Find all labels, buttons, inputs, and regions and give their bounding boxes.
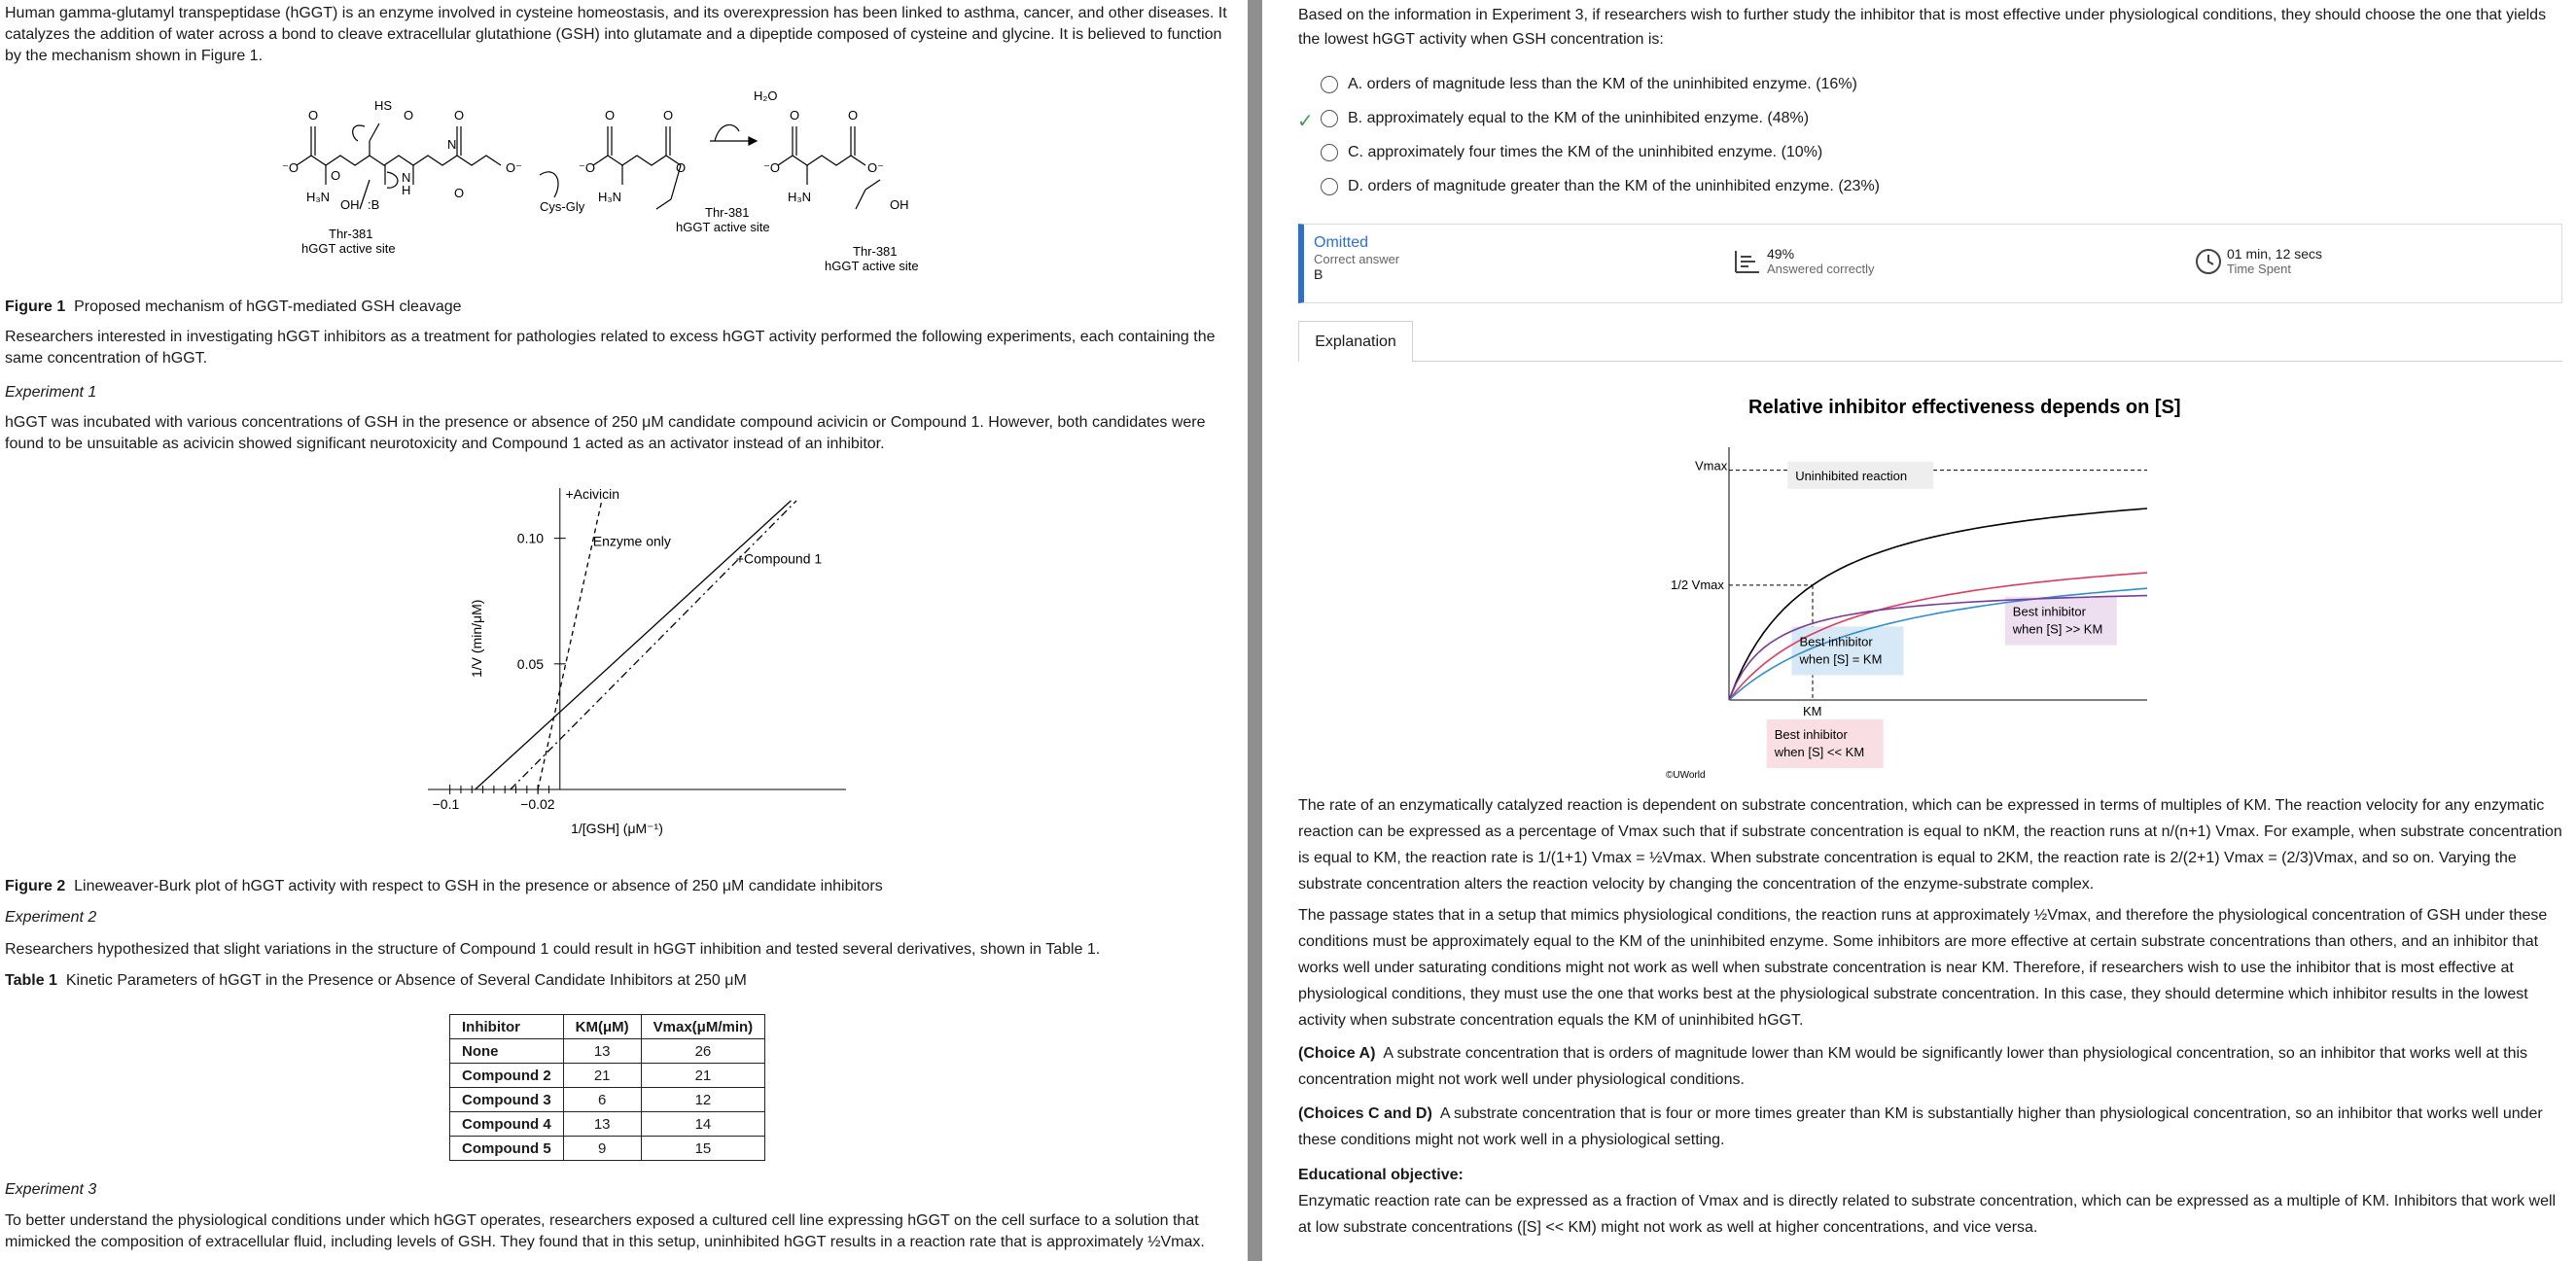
correct-check-icon: ✓: [1297, 111, 1314, 132]
choice-a[interactable]: [1321, 73, 1857, 96]
radio-b[interactable]: [1321, 110, 1338, 127]
table-row: [450, 1137, 765, 1161]
table-1-caption-text: Kinetic Parameters of hGGT in the Presence or Absence of Several Candidate Inhibitors at 250 μM: [65, 972, 747, 989]
choice-b-letter: B.: [1348, 110, 1363, 126]
svg-text:O: O: [308, 108, 319, 123]
mm-credit: ©UWorld: [1666, 770, 1706, 781]
figure-2-caption-text: Lineweaver-Burk plot of hGGT activity with respect to GSH in the presence or absence of 250 μM candidate inhibitors: [74, 878, 883, 894]
svg-text:O: O: [404, 108, 414, 123]
fig1-site-label-2: hGGT active site: [676, 220, 770, 234]
choice-b-pct: (48%): [1767, 110, 1810, 126]
table-cell: 12: [641, 1088, 765, 1112]
figure-1-caption: [5, 297, 1232, 318]
table-row: [450, 1088, 765, 1112]
figure-2-caption: [5, 876, 1232, 897]
tab-underline: [1413, 361, 2562, 362]
table-header-km: KM(μM): [563, 1015, 641, 1039]
choice-d[interactable]: [1321, 175, 1880, 198]
explanation-paragraph-2: The passage states that in a setup that mimics physiological conditions, the reaction runs at approximately ½Vmax, and therefore the physiological concentration of GSH under these conditions must be approximately equal to the KM of the uninhibited enzyme. Some inhibitors are more effective at certain substrate concentrations than others, and an inhibitor that works well under saturating conditions might not work as well when substrate concentration is near KM. Therefore, if researchers wish to use the inhibitor that is most effective at physiological conditions, they must use the one that works best at the physiological substrate concentration. In this case, they should determine which inhibitor results in the lowest activity when substrate concentration equals the KM of uninhibited hGGT.: [1298, 907, 2548, 1029]
table-cell: 13: [563, 1039, 641, 1064]
choice-d-pct: (23%): [1838, 178, 1880, 194]
svg-text:O⁻: O⁻: [867, 160, 884, 175]
inhibitor-effectiveness-chart: [1632, 389, 2196, 788]
clock-icon: [2194, 247, 2223, 276]
svg-text:O: O: [676, 160, 687, 175]
choice-d-letter: D.: [1348, 178, 1363, 194]
experiment-3-title: Experiment 3: [5, 1181, 97, 1198]
svg-text:⁻O: ⁻O: [579, 160, 595, 175]
radio-d[interactable]: [1321, 178, 1338, 195]
choice-c-letter: C.: [1348, 144, 1363, 160]
choice-a-explanation: A substrate concentration that is orders of magnitude lower than KM would be significantly lower than physiological concentration, so an inhibitor that works well at this concentration might not work well under physiological conditions.: [1298, 1045, 2528, 1088]
question-panel[interactable]: [1262, 0, 2576, 1261]
choice-c-pct: (10%): [1781, 144, 1823, 160]
svg-text:N: N: [402, 170, 411, 185]
table-cell: 21: [641, 1064, 765, 1088]
svg-text:H: H: [402, 183, 411, 197]
kinetic-parameters-table: [449, 1014, 765, 1161]
figure-2-label: Figure 2: [5, 878, 66, 894]
fig1-nh3-label-1: H₃N: [306, 190, 331, 204]
fig1-site-label-1: hGGT active site: [301, 241, 396, 256]
question-stem: Based on the information in Experiment 3, if researchers wish to further study the inhibitor that is most effective under physiological conditions, they should choose the one that yields the lowest hGGT activity when GSH concentration is:: [1298, 7, 2547, 48]
fig1-cysgly-label: Cys-Gly: [540, 199, 585, 214]
correct-answer-value: B: [1314, 266, 1323, 282]
radio-a[interactable]: [1321, 76, 1338, 93]
mm-callout-less-km-text-1: Best inhibitor: [1774, 727, 1848, 742]
table-cell: Compound 2: [450, 1064, 564, 1088]
experiment-2-text: Researchers hypothesized that slight variations in the structure of Compound 1 could result in hGGT inhibition and tested several derivatives, shown in Table 1.: [5, 941, 1101, 958]
mm-callout-less-km-text-2: when [S] << KM: [1774, 745, 1865, 759]
choice-a-lead: (Choice A): [1298, 1045, 1376, 1062]
table-1-label: Table 1: [5, 972, 57, 989]
table-1-caption: [5, 970, 1232, 992]
fig1-nh3-label-3: H₃N: [788, 190, 812, 204]
svg-text:O: O: [663, 108, 674, 123]
svg-text:O: O: [454, 186, 465, 200]
svg-text:N: N: [447, 137, 457, 152]
experiment-1-title: Experiment 1: [5, 384, 97, 401]
svg-text:O⁻: O⁻: [506, 160, 522, 175]
panel-divider-scrollbar[interactable]: [1248, 0, 1262, 1261]
figure-2-lineweaver-burk-plot: [389, 469, 856, 858]
fig1-hs-label: HS: [374, 98, 393, 113]
fig1-water-label: H₂O: [754, 88, 778, 103]
fig1-oh-label-2: OH: [890, 197, 909, 212]
mm-callout-greater-km-text-2: when [S] >> KM: [2012, 621, 2103, 637]
table-header-row: [450, 1015, 765, 1039]
choices-cd-lead: (Choices C and D): [1298, 1105, 1432, 1122]
table-cell: Compound 4: [450, 1112, 564, 1137]
figure-1-label: Figure 1: [5, 298, 66, 315]
bar-chart-icon: [1732, 247, 1761, 276]
table-cell: 21: [563, 1064, 641, 1088]
figure-1-mechanism: [272, 83, 972, 287]
lb-label-acivicin: +Acivicin: [565, 485, 620, 502]
time-spent-value: 01 min, 12 secs: [2227, 246, 2323, 262]
table-cell: 14: [641, 1112, 765, 1137]
choice-c[interactable]: [1321, 141, 1822, 164]
choice-b[interactable]: [1321, 107, 1809, 130]
mm-callout-equal-km-text-2: when [S] = KM: [1799, 651, 1883, 667]
tab-explanation[interactable]: Explanation: [1298, 321, 1413, 362]
mm-callout-equal-km-text-1: Best inhibitor: [1799, 634, 1873, 649]
educational-objective-title: Educational objective:: [1298, 1167, 1464, 1183]
explanation-paragraph-1: The rate of an enzymatically catalyzed reaction is dependent on substrate concentration, which can be expressed in terms of multiples of KM. The reaction velocity for any enzymatic reaction can be expressed as a percentage of Vmax such that if substrate concentration is equal to nKM, the reaction runs at n/(n+1) Vmax. For example, when substrate concentration is equal to KM, the reaction rate is 1/(1+1) Vmax = ½Vmax. When substrate concentration is equal to 2KM, the reaction rate is 2/(2+1) Vmax = (2/3)Vmax, and so on. Varying the substrate concentration alters the reaction velocity by changing the concentration of the enzyme-substrate complex.: [1298, 797, 2562, 893]
pct-correct-label: Answered correctly: [1767, 262, 1875, 276]
fig1-thr-label-1: Thr-381: [329, 227, 373, 241]
svg-text:O: O: [454, 108, 465, 123]
table-row: [450, 1039, 765, 1064]
radio-c[interactable]: [1321, 144, 1338, 161]
explanation-choice-a: [1298, 1040, 2567, 1093]
fig1-thr-label-3: Thr-381: [853, 244, 898, 259]
status-omitted: Omitted: [1314, 234, 1369, 251]
choice-a-letter: A.: [1348, 76, 1363, 92]
time-spent-label: Time Spent: [2227, 262, 2291, 276]
mm-half-vmax-label: 1/2 Vmax: [1671, 577, 1724, 592]
passage-intro: Human gamma-glutamyl transpeptidase (hGGT) is an enzyme involved in cysteine homeostasis, and its overexpression has been linked to asthma, cancer, and other diseases. It catalyzes the addition of water across a bond to cleave extracellular glutathione (GSH) into glutamate and a dipeptide composed of cysteine and glycine. It is believed to function by the mechanism shown in Figure 1.: [5, 5, 1227, 64]
table-row: [450, 1112, 765, 1137]
experiment-1-text: hGGT was incubated with various concentrations of GSH in the presence or absence of 250 μM candidate compound acivicin or Compound 1. However, both candidates were found to be unsuitable as acivicin showed significant neurotoxicity and Compound 1 acted as an activator instead of an inhibitor.: [5, 414, 1206, 452]
lb-y-tick-label: 0.05: [516, 655, 545, 672]
lb-y-tick-label: 0.10: [516, 530, 545, 546]
pct-correct-value: 49%: [1767, 246, 1795, 262]
table-cell: 13: [563, 1112, 641, 1137]
figure-1-caption-text: Proposed mechanism of hGGT-mediated GSH cleavage: [74, 298, 462, 315]
correct-answer-label: Correct answer: [1314, 252, 1400, 266]
table-row: [450, 1064, 765, 1088]
educational-objective-text: Enzymatic reaction rate can be expressed as a fraction of Vmax and is directly related to substrate concentration, which can be expressed as a multiple of KM. Inhibitors that work well at low substrate concentrations ([S] << KM) might not work as well at higher concentrations, and vice versa.: [1298, 1193, 2557, 1236]
passage-panel[interactable]: [0, 0, 1248, 1261]
svg-text:O: O: [848, 108, 859, 123]
mm-km-label: KM: [1803, 704, 1822, 718]
svg-text:O: O: [605, 108, 616, 123]
experiment-2-title: Experiment 2: [5, 909, 97, 926]
svg-text:⁻O: ⁻O: [763, 160, 780, 175]
experiment-3-text: To better understand the physiological conditions under which hGGT operates, researchers exposed a cultured cell line expressing hGGT on the cell surface to a solution that mimicked the composition of extracellular fluid, including levels of GSH. They found that in this setup, uninhibited hGGT results in a reaction rate that is approximately ½Vmax.: [5, 1212, 1205, 1250]
table-header-inhibitor: Inhibitor: [450, 1015, 564, 1039]
choice-a-pct: (16%): [1816, 76, 1857, 92]
table-cell: 15: [641, 1137, 765, 1161]
explanation-choices-c-d: [1298, 1101, 2567, 1153]
lb-x-tick-label: −0.1: [432, 796, 460, 812]
choice-d-text: orders of magnitude greater than the KM of the uninhibited enzyme.: [1367, 178, 1834, 194]
fig1-thr-label-2: Thr-381: [705, 205, 750, 220]
mm-vmax-label: Vmax: [1695, 458, 1728, 473]
answer-stats-box: [1298, 224, 2562, 303]
svg-text:O: O: [331, 168, 341, 183]
choice-a-text: orders of magnitude less than the KM of the uninhibited enzyme.: [1366, 76, 1812, 92]
lb-label-compound1: +Compound 1: [735, 550, 823, 567]
lb-x-label: 1/[GSH] (μM⁻¹): [571, 821, 663, 836]
fig1-site-label-3: hGGT active site: [825, 259, 919, 273]
table-cell: 9: [563, 1137, 641, 1161]
table-cell: 6: [563, 1088, 641, 1112]
fig1-oh-label-1: OH: [340, 197, 360, 212]
table-cell: 26: [641, 1039, 765, 1064]
table-cell: None: [450, 1039, 564, 1064]
table-cell: Compound 3: [450, 1088, 564, 1112]
choice-b-text: approximately equal to the KM of the uninhibited enzyme.: [1366, 110, 1763, 126]
svg-text:⁻O: ⁻O: [282, 160, 299, 175]
mm-callout-greater-km-text-1: Best inhibitor: [2012, 604, 2086, 619]
choices-cd-explanation: A substrate concentration that is four or more times greater than KM is substantially higher than physiological concentration, so an inhibitor that works well under these conditions might not work well in a physiological setting.: [1298, 1105, 2543, 1148]
table-header-vmax: Vmax(μM/min): [641, 1015, 765, 1039]
fig1-nh3-label-2: H₃N: [598, 190, 622, 204]
mm-title: Relative inhibitor effectiveness depends on [S]: [1748, 397, 2181, 418]
lb-x-tick-label: −0.02: [520, 796, 555, 812]
choice-c-text: approximately four times the KM of the uninhibited enzyme.: [1367, 144, 1778, 160]
lb-label-enzyme-only: Enzyme only: [592, 533, 671, 549]
fig1-base-label: :B: [368, 197, 380, 212]
mm-callout-uninhibited-text: Uninhibited reaction: [1795, 468, 1908, 483]
lb-y-label: 1/V (min/μM): [469, 599, 484, 678]
experiment-intro: Researchers interested in investigating hGGT inhibitors as a treatment for pathologies related to excess hGGT activity performed the following experiments, each containing the same concentration of hGGT.: [5, 329, 1216, 367]
svg-text:O: O: [790, 108, 800, 123]
table-cell: Compound 5: [450, 1137, 564, 1161]
